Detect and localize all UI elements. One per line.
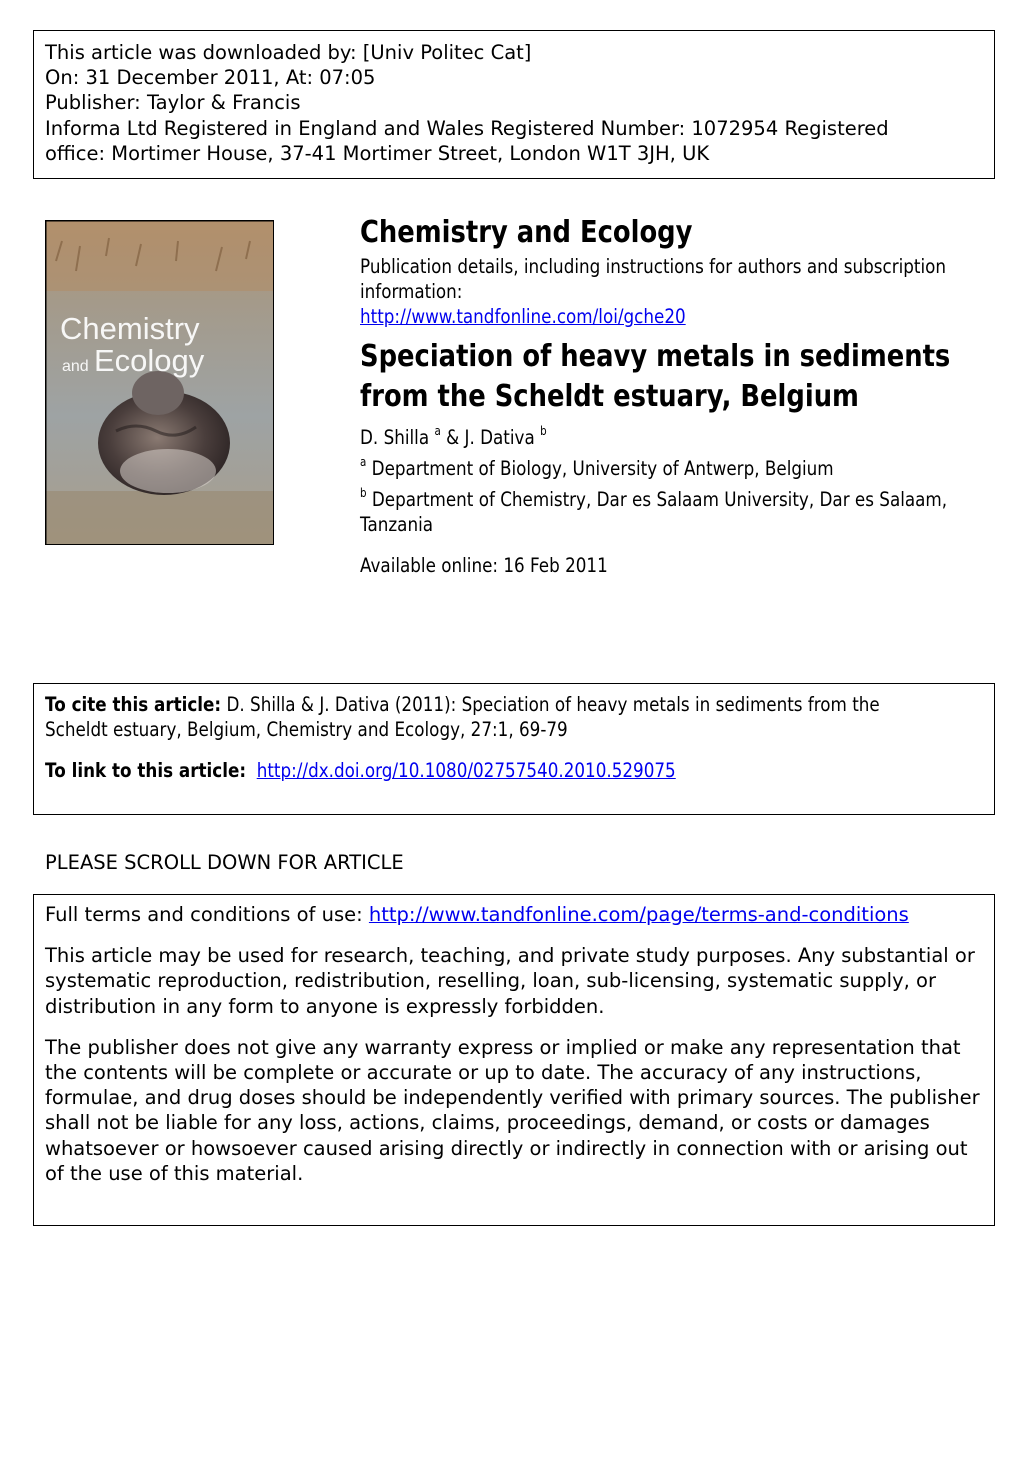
journal-url-wrap bbox=[360, 304, 988, 329]
affiliation-b bbox=[360, 487, 988, 537]
terms-link[interactable]: http://www.tandfonline.com/page/terms-and-conditions bbox=[368, 903, 909, 926]
affil-b-text: Department of Chemistry, Dar es Salaam University, Dar es Salaam, Tanzania bbox=[360, 488, 948, 536]
journal-title: Chemistry and Ecology bbox=[360, 215, 693, 250]
affil-a-marker: a bbox=[360, 455, 367, 469]
author-1-affil: a bbox=[434, 424, 441, 438]
disclaimer-paragraph: The publisher does not give any warranty express or implied or make any representation that the contents will be complete or accurate or up to date. The accuracy of any instructions, formulae, and drug doses should be independently verified with primary sources. The publisher shall not be liable for any loss, actions, claims, proceedings, demand, or costs or damages whatsoever or howsoever caused arising directly or indirectly in connection with or arising out of the use of this material. bbox=[45, 1035, 980, 1185]
affil-b-marker: b bbox=[360, 486, 367, 500]
terms-box bbox=[33, 894, 995, 1226]
journal-cover-image bbox=[45, 220, 274, 545]
download-info: This article was downloaded by: [Univ Politec Cat] bbox=[45, 41, 532, 64]
journal-url-link[interactable]: http://www.tandfonline.com/loi/gche20 bbox=[360, 305, 686, 328]
publication-details: Publication details, including instructions for authors and subscription information: bbox=[360, 255, 947, 303]
citation-box bbox=[33, 683, 995, 815]
article-header bbox=[360, 212, 990, 578]
terms-paragraph bbox=[45, 902, 983, 927]
cite-label: To cite this article: bbox=[45, 693, 222, 716]
cover-title-line1: Chemistry bbox=[60, 311, 200, 346]
terms-label: Full terms and conditions of use: bbox=[45, 903, 363, 926]
affil-a-text: Department of Biology, University of Antwerp, Belgium bbox=[371, 457, 834, 480]
cite-text: D. Shilla & J. Dativa (2011): Speciation of heavy metals in sediments from the Scheldt estuary, Belgium, Chemistry and Ecology, 27:1, 69-79 bbox=[45, 693, 880, 741]
publisher: Publisher: Taylor & Francis bbox=[45, 91, 301, 115]
registration-info: Informa Ltd Registered in England and Wales Registered Number: 1072954 Registered bbox=[45, 116, 889, 140]
affiliation-a bbox=[360, 456, 988, 481]
download-date: On: 31 December 2011, At: 07:05 bbox=[45, 66, 376, 90]
available-online: Available online: 16 Feb 2011 bbox=[360, 554, 608, 577]
author-2-affil: b bbox=[540, 424, 547, 438]
cover-photo bbox=[46, 221, 274, 545]
author-1: D. Shilla bbox=[360, 426, 430, 449]
doi-link[interactable]: http://dx.doi.org/10.1080/02757540.2010.529075 bbox=[256, 759, 676, 782]
authors bbox=[360, 425, 988, 450]
scroll-notice: PLEASE SCROLL DOWN FOR ARTICLE bbox=[45, 851, 404, 874]
link-paragraph bbox=[45, 758, 945, 783]
download-notice-box bbox=[33, 30, 995, 179]
cover-title-line2: Ecology bbox=[94, 343, 205, 378]
cover-title-and: and bbox=[62, 358, 89, 375]
office-address: office: Mortimer House, 37-41 Mortimer Street, London W1T 3JH, UK bbox=[45, 141, 710, 165]
link-label: To link to this article: bbox=[45, 759, 247, 782]
usage-paragraph: This article may be used for research, teaching, and private study purposes. Any substantial or systematic reproduction, redistribution, reselling, loan, sub-licensing, systematic supply, or distribution in any form to anyone is expressly forbidden. bbox=[45, 944, 975, 1018]
article-title: Speciation of heavy metals in sediments from the Scheldt estuary, Belgium bbox=[360, 339, 951, 414]
cite-paragraph bbox=[45, 692, 945, 742]
author-2: & J. Dativa bbox=[446, 426, 535, 449]
